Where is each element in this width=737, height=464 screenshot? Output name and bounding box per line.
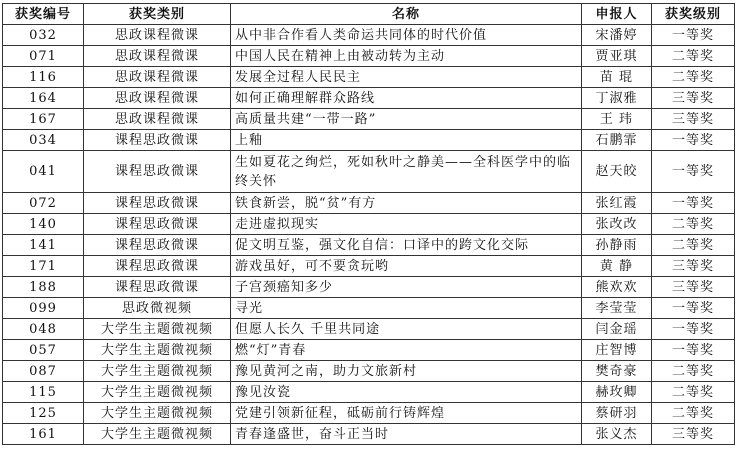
- cell-applicant: 赵天皎: [582, 151, 652, 193]
- cell-applicant: 石鹏霏: [582, 130, 652, 151]
- table-row: [3, 277, 735, 298]
- cell-id: 116: [3, 67, 84, 88]
- cell-name: 中国人民在精神上由被动转为主动: [231, 46, 582, 67]
- header-category: 获奖类别: [84, 4, 231, 25]
- cell-name: 豫见黄河之南，助力文旅新村: [231, 361, 582, 382]
- cell-category: 课程思政微课: [84, 235, 231, 256]
- cell-category: 思政课程微课: [84, 109, 231, 130]
- cell-id: 041: [3, 151, 84, 193]
- cell-level: 一等奖: [652, 193, 735, 214]
- cell-id: 161: [3, 424, 84, 445]
- cell-id: 141: [3, 235, 84, 256]
- cell-category: 课程思政微课: [84, 151, 231, 193]
- cell-level: 三等奖: [652, 277, 735, 298]
- cell-category: 思政微视频: [84, 298, 231, 319]
- cell-name: 高质量共建“一带一路”: [231, 109, 582, 130]
- cell-name: 走进虚拟现实: [231, 214, 582, 235]
- cell-level: 一等奖: [652, 298, 735, 319]
- table-row: [3, 340, 735, 361]
- cell-category: 大学生主题微视频: [84, 403, 231, 424]
- cell-level: 一等奖: [652, 151, 735, 193]
- cell-category: 课程思政微课: [84, 256, 231, 277]
- cell-name: 但愿人长久 千里共同途: [231, 319, 582, 340]
- table-row: [3, 361, 735, 382]
- cell-id: 164: [3, 88, 84, 109]
- cell-applicant: 黄 静: [582, 256, 652, 277]
- cell-category: 大学生主题微视频: [84, 424, 231, 445]
- cell-applicant: 孙静雨: [582, 235, 652, 256]
- cell-name: 铁食新尝，脱“贫”有方: [231, 193, 582, 214]
- cell-category: 大学生主题微视频: [84, 361, 231, 382]
- header-level: 获奖级别: [652, 4, 735, 25]
- table-row: [3, 235, 735, 256]
- cell-name: 游戏虽好，可不要贪玩哟: [231, 256, 582, 277]
- cell-id: 072: [3, 193, 84, 214]
- cell-id: 171: [3, 256, 84, 277]
- table-body: [3, 25, 735, 445]
- cell-level: 二等奖: [652, 214, 735, 235]
- cell-id: 099: [3, 298, 84, 319]
- cell-category: 课程思政微课: [84, 130, 231, 151]
- cell-category: 思政课程微课: [84, 25, 231, 46]
- table-row: [3, 151, 735, 193]
- cell-id: 087: [3, 361, 84, 382]
- cell-applicant: 李莹莹: [582, 298, 652, 319]
- cell-category: 课程思政微课: [84, 277, 231, 298]
- cell-level: 一等奖: [652, 340, 735, 361]
- table-row: [3, 319, 735, 340]
- cell-name: 生如夏花之绚烂，死如秋叶之静美——全科医学中的临终关怀: [231, 151, 582, 193]
- cell-id: 057: [3, 340, 84, 361]
- cell-applicant: 樊奇豪: [582, 361, 652, 382]
- cell-category: 思政课程微课: [84, 88, 231, 109]
- cell-name: 子宫颈癌知多少: [231, 277, 582, 298]
- table-row: [3, 88, 735, 109]
- cell-applicant: 丁淑雅: [582, 88, 652, 109]
- cell-applicant: 张义杰: [582, 424, 652, 445]
- cell-level: 二等奖: [652, 403, 735, 424]
- cell-level: 三等奖: [652, 109, 735, 130]
- cell-level: 三等奖: [652, 256, 735, 277]
- cell-applicant: 张改改: [582, 214, 652, 235]
- cell-category: 思政课程微课: [84, 46, 231, 67]
- cell-applicant: 蔡研羽: [582, 403, 652, 424]
- cell-name: 党建引领新征程，砥砺前行铸辉煌: [231, 403, 582, 424]
- cell-level: 一等奖: [652, 25, 735, 46]
- cell-applicant: 宋潘婷: [582, 25, 652, 46]
- table-row: [3, 256, 735, 277]
- cell-applicant: 苗 琨: [582, 67, 652, 88]
- cell-level: 二等奖: [652, 67, 735, 88]
- cell-id: 140: [3, 214, 84, 235]
- cell-name: 寻光: [231, 298, 582, 319]
- cell-name: 如何正确理解群众路线: [231, 88, 582, 109]
- cell-name: 促文明互鉴，强文化自信：口译中的跨文化交际: [231, 235, 582, 256]
- cell-level: 二等奖: [652, 46, 735, 67]
- cell-applicant: 庄智博: [582, 340, 652, 361]
- cell-id: 032: [3, 25, 84, 46]
- cell-id: 115: [3, 382, 84, 403]
- table-row: [3, 109, 735, 130]
- header-id: 获奖编号: [3, 4, 84, 25]
- cell-id: 125: [3, 403, 84, 424]
- cell-name: 发展全过程人民民主: [231, 67, 582, 88]
- cell-level: 三等奖: [652, 88, 735, 109]
- cell-category: 课程思政微课: [84, 193, 231, 214]
- cell-category: 思政课程微课: [84, 67, 231, 88]
- cell-applicant: 张红霞: [582, 193, 652, 214]
- cell-name: 燃“灯”青春: [231, 340, 582, 361]
- cell-applicant: 王 玮: [582, 109, 652, 130]
- cell-category: 大学生主题微视频: [84, 382, 231, 403]
- cell-level: 二等奖: [652, 382, 735, 403]
- table-row: [3, 214, 735, 235]
- cell-id: 071: [3, 46, 84, 67]
- cell-applicant: 闫金瑶: [582, 319, 652, 340]
- header-row: [3, 4, 735, 25]
- table-row: [3, 298, 735, 319]
- cell-category: 大学生主题微视频: [84, 340, 231, 361]
- cell-id: 048: [3, 319, 84, 340]
- table-row: [3, 424, 735, 445]
- cell-name: 青春逢盛世，奋斗正当时: [231, 424, 582, 445]
- cell-id: 167: [3, 109, 84, 130]
- header-applicant: 申报人: [582, 4, 652, 25]
- table-row: [3, 382, 735, 403]
- cell-category: 大学生主题微视频: [84, 319, 231, 340]
- cell-level: 一等奖: [652, 130, 735, 151]
- cell-level: 三等奖: [652, 424, 735, 445]
- table-row: [3, 130, 735, 151]
- table-row: [3, 46, 735, 67]
- cell-name: 豫见汝瓷: [231, 382, 582, 403]
- cell-name: 上釉: [231, 130, 582, 151]
- awards-table: [2, 3, 735, 445]
- cell-name: 从中非合作看人类命运共同体的时代价值: [231, 25, 582, 46]
- cell-applicant: 熊欢欢: [582, 277, 652, 298]
- cell-id: 034: [3, 130, 84, 151]
- table-row: [3, 403, 735, 424]
- cell-applicant: 贾亚琪: [582, 46, 652, 67]
- table-row: [3, 25, 735, 46]
- cell-level: 一等奖: [652, 319, 735, 340]
- table-row: [3, 67, 735, 88]
- cell-level: 二等奖: [652, 235, 735, 256]
- table-row: [3, 193, 735, 214]
- cell-category: 课程思政微课: [84, 214, 231, 235]
- cell-applicant: 赫玫卿: [582, 382, 652, 403]
- cell-id: 188: [3, 277, 84, 298]
- cell-level: 二等奖: [652, 361, 735, 382]
- header-name: 名称: [231, 4, 582, 25]
